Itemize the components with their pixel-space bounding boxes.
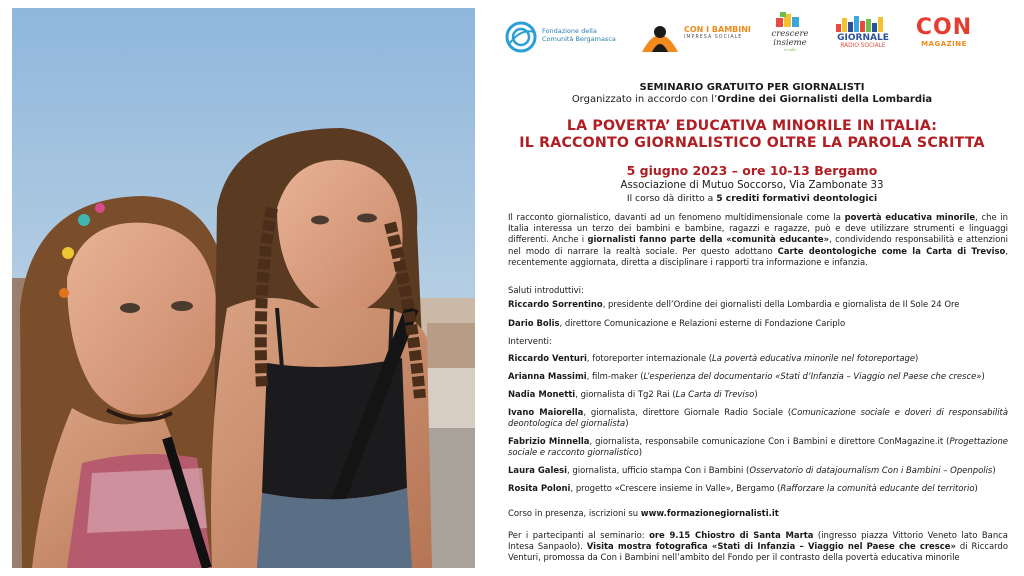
participants-text-3: di Riccardo Venturi, promossa da Con i Bambini nell’ambito del Fondo per il contrasto della povertà educativa minorile — [508, 541, 1009, 563]
speaker-role: , giornalista, ufficio stampa Con i Bambini ( — [567, 465, 750, 475]
event-date: 5 giugno 2023 – ore 10-13 Bergamo — [626, 163, 878, 178]
intervento-3 — [508, 389, 1008, 400]
speaker-name: Laura Galesi — [508, 465, 568, 475]
intro-bold-2: giornalisti fanno parte della «comunità educante» — [587, 234, 830, 245]
topic-close: ) — [992, 465, 996, 475]
speaker-topic: Rafforzare la comunità educante del territorio — [780, 483, 975, 493]
intro-bold-1: povertà educativa minorile — [844, 212, 976, 222]
speaker-topic: Comunicazione sociale e doveri di responsabilità deontologica del giornalista — [508, 407, 1009, 429]
flyer-content — [490, 0, 1014, 576]
seminar-label: SEMINARIO GRATUITO PER GIORNALISTI — [639, 82, 865, 93]
registration-link[interactable]: www.formazionegiornalisti.it — [640, 508, 779, 518]
crescere-line2: insieme — [773, 38, 807, 48]
participants-text-2: (ingresso piazza Vittorio Veneto lato Banca Intesa Sanpaolo). — [508, 530, 1008, 552]
participants-paragraph — [508, 530, 1008, 564]
speaker-topic: La Carta di Treviso — [675, 389, 755, 399]
speaker-name: Rosita Poloni — [508, 483, 571, 493]
giornale-skyline-icon — [834, 14, 890, 32]
participants-bold-2: Visita mostra fotografica «Stati di Infanzia – Viaggio nel Paese che cresce» — [586, 541, 956, 552]
intervento-6 — [508, 465, 1008, 476]
crescere-line1: crescere — [771, 29, 809, 39]
speaker-topic: L’esperienza del documentario «Stati d’Infanzia – Viaggio nel Paese che cresce» — [643, 371, 982, 381]
credits-prefix: Il corso dà diritto a — [626, 193, 717, 204]
speaker-role: , direttore Comunicazione e Relazioni esterne di Fondazione Cariplo — [559, 318, 846, 328]
organizer-prefix: Organizzato in accordo con l’ — [571, 94, 718, 105]
topic-close: ) — [915, 353, 919, 363]
intro-paragraph — [508, 212, 1008, 268]
intro-text-2: , che in Italia interessa un terzo dei bambini e bambine, ragazzi e ragazze, può e deve utilizzare strumenti e linguaggi differenti. Anche i — [508, 212, 1009, 245]
conmagazine-line2: MAGAZINE — [921, 40, 967, 48]
intro-text-1: Il racconto giornalistico, davanti ad un fenomeno multidimensionale come la — [508, 212, 845, 222]
event-title — [490, 118, 1014, 152]
speaker-role: , giornalista, direttore Giornale Radio Sociale ( — [583, 407, 792, 417]
speaker-role: , presidente dell’Ordine dei giornalisti della Lombardia e giornalista de Il Sole 24 Ore — [602, 299, 960, 309]
speaker-name: Fabrizio Minnella — [508, 436, 590, 446]
intro-text-4: , recentemente aggiornata, diretta a disciplinare i rapporti tra informazione e infanzia. — [508, 245, 1008, 267]
intro-text-3: , condividendo responsabilità e attenzioni nel modo di narrare la realtà sociale. Per questo adottano — [508, 234, 1008, 256]
fondazione-line1: Fondazione della — [542, 27, 597, 35]
partner-logos — [490, 12, 1014, 62]
topic-close: ) — [638, 447, 643, 458]
speaker-name: Ivano Maiorella — [508, 407, 584, 417]
event-credits — [490, 193, 1014, 204]
speaker-name: Arianna Massimi — [508, 371, 587, 381]
organizer-line — [490, 94, 1014, 105]
interventi-label: Interventi: — [508, 336, 552, 346]
conibambini-line1: CON I BAMBINI — [684, 25, 751, 34]
participants-text-1: Per i partecipanti al seminario: — [508, 530, 650, 540]
saluti-label: Saluti introduttivi: — [508, 285, 584, 295]
registration-line — [508, 508, 1008, 519]
intervento-5 — [508, 436, 1008, 458]
giornale-line1: GIORNALE — [837, 33, 889, 43]
registration-text: Corso in presenza, iscrizioni su — [508, 508, 641, 518]
speaker-role: , film-maker ( — [586, 371, 644, 381]
organizer-name: Ordine dei Giornalisti della Lombardia — [717, 94, 933, 105]
title-line1: LA POVERTA’ EDUCATIVA MINORILE IN ITALIA: — [566, 118, 938, 134]
intervento-7 — [508, 483, 1008, 494]
intervento-4 — [508, 407, 1008, 429]
event-venue: Associazione di Mutuo Soccorso, Via Zambonate 33 — [620, 180, 884, 191]
conibambini-line2: IMPRESA SOCIALE — [684, 35, 743, 40]
intervento-2 — [508, 371, 1008, 382]
logo-fondazione — [504, 12, 624, 62]
logo-conibambini — [640, 12, 750, 62]
speaker-name: Riccardo Venturi — [508, 353, 587, 363]
title-line2: IL RACCONTO GIORNALISTICO OLTRE LA PAROLA SCRITTA — [519, 135, 985, 151]
event-photo — [12, 8, 475, 568]
photo-illustration — [12, 8, 475, 568]
fondazione-swirl-icon — [504, 20, 538, 54]
saluti-speaker-2 — [508, 318, 1008, 329]
conibambini-child-icon — [640, 18, 680, 54]
speaker-role: , progetto «Crescere insieme in Valle», Bergamo ( — [570, 483, 781, 493]
giornale-line2: RADIO SOCIALE — [840, 43, 886, 49]
speaker-topic: La povertà educativa minorile nel fotoreportage — [712, 353, 916, 363]
intro-bold-3: Carte deontologiche come la Carta di Treviso — [777, 245, 1006, 256]
speaker-name: Dario Bolis — [508, 318, 560, 328]
speaker-name: Nadia Monetti — [508, 389, 576, 399]
logo-crescere — [762, 12, 818, 62]
speaker-role: , giornalista di Tg2 Rai ( — [575, 389, 676, 399]
crescere-blocks-icon — [774, 12, 804, 28]
saluti-speaker-1 — [508, 299, 1008, 310]
topic-close: ) — [754, 389, 758, 399]
credits-value: 5 crediti formativi deontologici — [716, 193, 878, 204]
topic-close: ) — [981, 371, 985, 381]
fondazione-line2: Comunità Bergamasca — [542, 35, 616, 43]
speaker-role: , fotoreporter internazionale ( — [586, 353, 712, 363]
logo-conmagazine — [908, 12, 980, 62]
topic-close: ) — [625, 418, 629, 429]
speaker-topic: Osservatorio di datajournalism Con i Bambini – Openpolis — [749, 465, 993, 475]
participants-bold-1: ore 9.15 Chiostro di Santa Marta — [649, 530, 814, 540]
intervento-1 — [508, 353, 1008, 364]
conmagazine-line1: CON — [915, 15, 973, 40]
speaker-role: , giornalista, responsabile comunicazione Con i Bambini e direttore ConMagazine.it ( — [589, 436, 950, 446]
speaker-name: Riccardo Sorrentino — [508, 299, 603, 309]
topic-close: ) — [974, 483, 978, 493]
logo-giornale-radio-sociale — [834, 12, 892, 62]
speaker-topic: Progettazione sociale e racconto giornalistico — [508, 436, 1008, 458]
crescere-line3: in valle — [783, 48, 797, 52]
